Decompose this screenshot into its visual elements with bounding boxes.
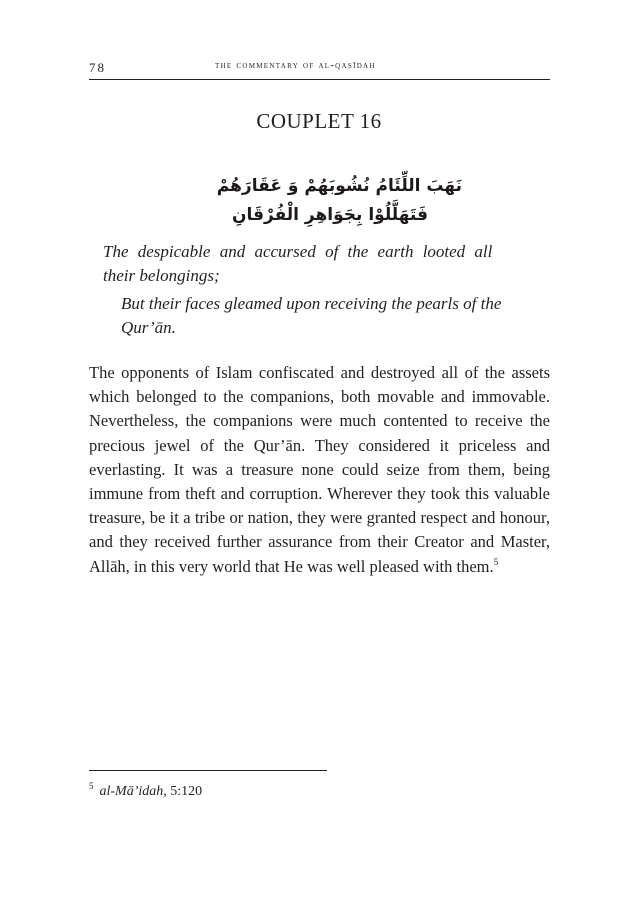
translation-line-2: their belongings; — [103, 266, 220, 285]
header-rule — [89, 79, 550, 80]
commentary-text: The opponents of Islam confiscated and destroyed all of the assets which belonged to the companions, both movable and immovable. Nevertheless, the companions were much contented to receive the precious jewel of the Qur’ān. They considered it priceless and everlasting. It was a treasure none could seize from them, being immune from theft and corruption. Wherever they took this valuable treasure, be it a tribe or nation, they were granted respect and honour, and they received further assurance from their Creator and Master, Allāh, in this very world that He was well pleased with them. — [89, 363, 550, 576]
translation-line-4: Qur’ān. — [121, 318, 176, 337]
arabic-verse-line-2: فَتَهَلَّلُوْا بِجَوَاهِرِ الْفُرْقَانِ — [231, 205, 428, 225]
footnote-reference-text: , 5:120 — [163, 784, 203, 799]
translation-line-1: The despicable and accursed of the earth looted all — [103, 242, 493, 261]
footnote-rule — [89, 770, 327, 771]
commentary-paragraph — [89, 361, 550, 579]
running-title: the commentary of al-qaṣīdah — [215, 60, 376, 71]
footnote — [89, 781, 489, 800]
arabic-verse-line-1: نَهَبَ اللِّئَامُ نُشُوبَهُمْ وَ عَقَارَهُمْ — [216, 176, 462, 196]
footnote-source: al-Mā’idah — [99, 784, 164, 799]
couplet-title: COUPLET 16 — [256, 109, 382, 133]
page-number: 78 — [89, 60, 106, 75]
footnote-mark: 5 — [89, 781, 94, 791]
footnote-reference[interactable]: 5 — [493, 556, 499, 567]
translation-line-3: But their faces gleamed upon receiving the pearls of the — [121, 294, 502, 313]
running-header — [89, 60, 550, 80]
